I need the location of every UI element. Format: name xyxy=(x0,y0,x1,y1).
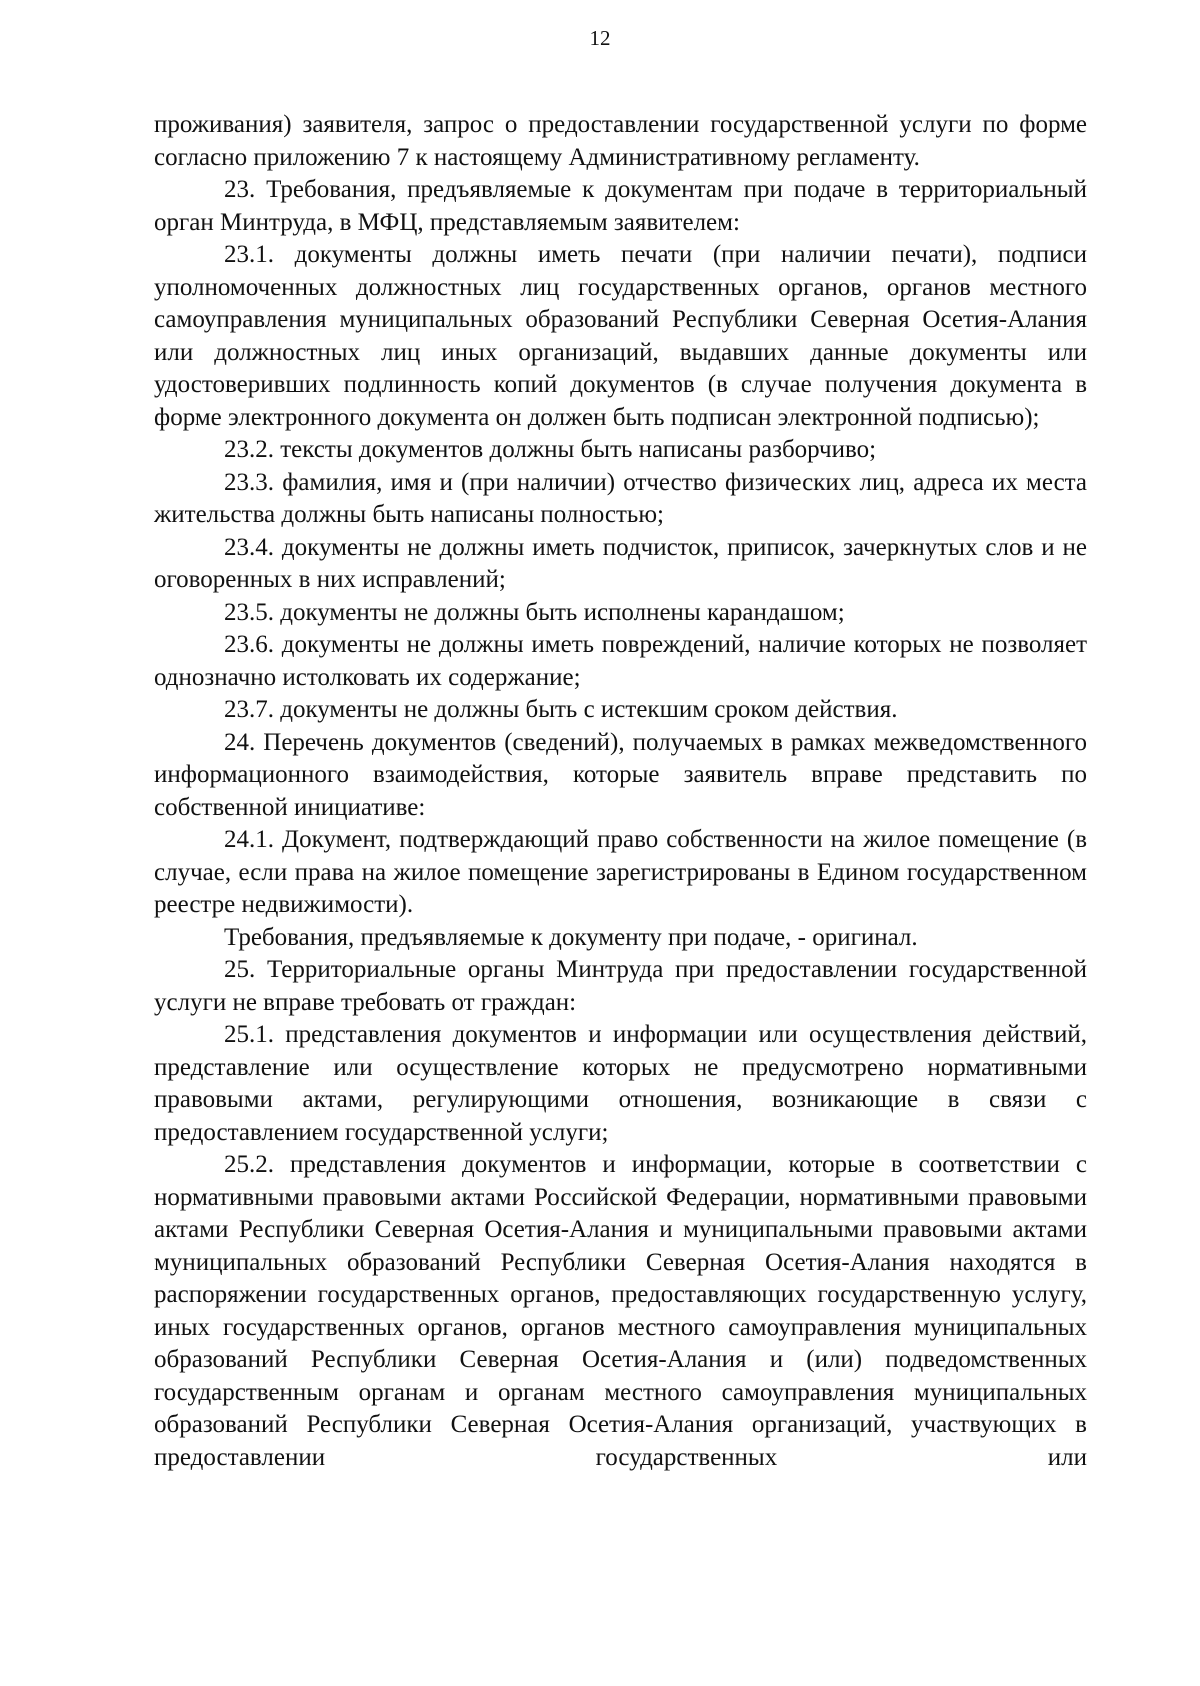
paragraph-25-2: 25.2. представления документов и информации, которые в соответствии с нормативными правовыми актами Российской Федерации, нормативными правовыми актами Республики Северная Осетия-Алания и муниципальными правовыми актами муниципальных образований Республики Северная Осетия-Алания находятся в распоряжении государственных органов, предоставляющих государственную услугу, иных государственных органов, органов местного самоуправления муниципальных образований Республики Северная Осетия-Алания и (или) подведомственных государственным органам и органам местного самоуправления муниципальных образований Республики Северная Осетия-Алания организаций, участвующих в предоставлении государственных или xyxy=(154,1151,1087,1471)
paragraph-25: 25. Территориальные органы Минтруда при предоставлении государственной услуги не вправе требовать от граждан: xyxy=(154,956,1087,1016)
paragraph-23-5: 23.5. документы не должны быть исполнены карандашом; xyxy=(224,598,845,626)
paragraph-23-3: 23.3. фамилия, имя и (при наличии) отчество физических лиц, адреса их места жительства должны быть написаны полностью; xyxy=(154,468,1087,528)
paragraph-continuation: проживания) заявителя, запрос о предоставлении государственной услуги по форме согласно приложению 7 к настоящему Административному регламенту. xyxy=(154,111,1087,171)
document-body xyxy=(154,109,1087,1474)
paragraph-requirements: Требования, предъявляемые к документу при подаче, - оригинал. xyxy=(224,923,918,951)
page-number: 12 xyxy=(589,26,611,50)
paragraph-23-1: 23.1. документы должны иметь печати (при наличии печати), подписи уполномоченных должностных лиц государственных органов, органов местного самоуправления муниципальных образований Республики Северная Осетия-Алания или должностных лиц иных организаций, выдавших данные документы или удостоверивших подлинность копий документов (в случае получения документа в форме электронного документа он должен быть подписан электронной подписью); xyxy=(154,241,1087,431)
paragraph-24-1: 24.1. Документ, подтверждающий право собственности на жилое помещение (в случае, если права на жилое помещение зарегистрированы в Едином государственном реестре недвижимости). xyxy=(154,826,1087,918)
paragraph-23-6: 23.6. документы не должны иметь повреждений, наличие которых не позволяет однозначно истолковать их содержание; xyxy=(154,631,1087,691)
paragraph-23-7: 23.7. документы не должны быть с истекшим сроком действия. xyxy=(224,696,898,723)
paragraph-23-4: 23.4. документы не должны иметь подчисток, приписок, зачеркнутых слов и не оговоренных в них исправлений; xyxy=(154,533,1087,593)
paragraph-25-1: 25.1. представления документов и информации или осуществления действий, представление или осуществление которых не предусмотрено нормативными правовыми актами, регулирующими отношения, возникающие в связи с предоставлением государственной услуги; xyxy=(154,1021,1087,1146)
paragraph-23: 23. Требования, предъявляемые к документам при подаче в территориальный орган Минтруда, в МФЦ, представляемым заявителем: xyxy=(154,176,1087,236)
paragraph-24: 24. Перечень документов (сведений), получаемых в рамках межведомственного информационного взаимодействия, которые заявитель вправе представить по собственной инициативе: xyxy=(154,728,1087,821)
paragraph-23-2: 23.2. тексты документов должны быть написаны разборчиво; xyxy=(224,436,877,463)
